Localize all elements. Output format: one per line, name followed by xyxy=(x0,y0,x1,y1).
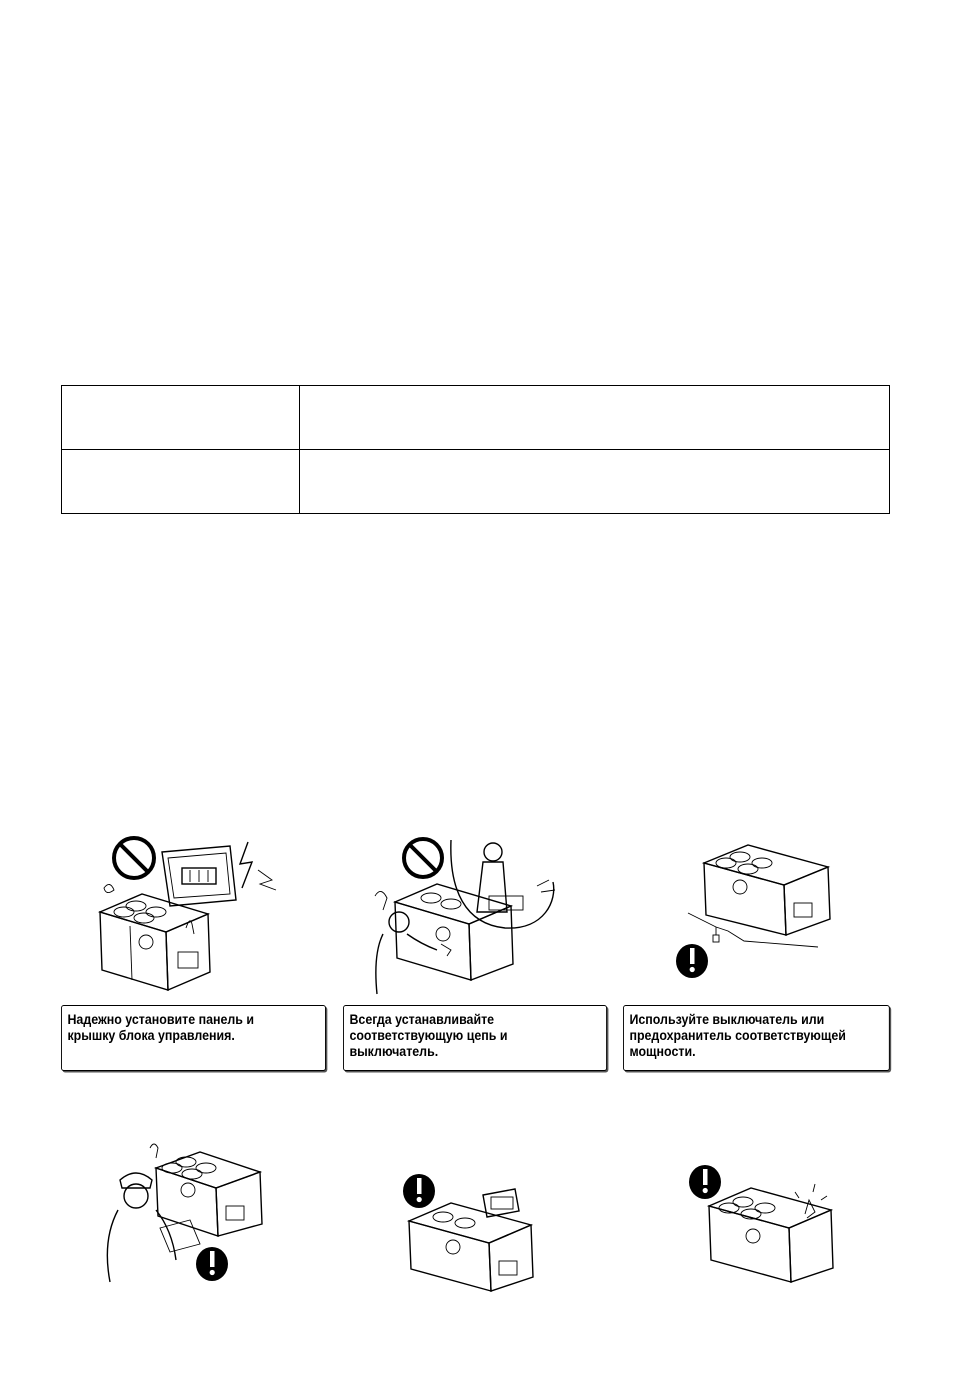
warning-exclamation-icon xyxy=(676,944,708,978)
info-table xyxy=(61,385,890,514)
warning-exclamation-icon xyxy=(403,1174,435,1208)
warning-exclamation-icon xyxy=(689,1165,721,1199)
caption-breaker: Используйте выключатель или предохранитель соответствующей мощности. xyxy=(623,1005,890,1071)
illustration-control-panel xyxy=(90,830,290,995)
worker-drawing xyxy=(107,1144,200,1282)
warning-exclamation-icon xyxy=(196,1247,228,1281)
control-panel-drawing xyxy=(162,842,276,906)
illustration-breaker xyxy=(668,835,838,985)
outdoor-unit-drawing xyxy=(395,884,513,980)
table-cell xyxy=(62,386,300,450)
outdoor-unit-drawing xyxy=(709,1184,833,1282)
caption-control-panel: Надежно установите панель и крышку блока управления. xyxy=(61,1005,326,1071)
table-cell xyxy=(62,450,300,514)
illustration-unit-panel xyxy=(395,1165,545,1295)
outdoor-unit-drawing xyxy=(100,884,210,990)
illustration-worker-manual xyxy=(100,1140,270,1290)
illustration-circuit-installation xyxy=(365,830,565,995)
table-cell xyxy=(300,386,890,450)
prohibition-icon xyxy=(114,838,154,878)
table-row xyxy=(62,386,890,450)
illustration-unit-check xyxy=(685,1158,845,1298)
thought-bubble-drawing xyxy=(451,840,555,928)
prohibition-icon xyxy=(404,839,442,877)
table-cell xyxy=(300,450,890,514)
table-row xyxy=(62,450,890,514)
outdoor-unit-drawing xyxy=(156,1152,262,1236)
outdoor-unit-drawing xyxy=(409,1203,533,1291)
outdoor-unit-drawing xyxy=(704,845,830,935)
caption-circuit-installation: Всегда устанавливайте соответствующую цепь и выключатель. xyxy=(343,1005,607,1071)
